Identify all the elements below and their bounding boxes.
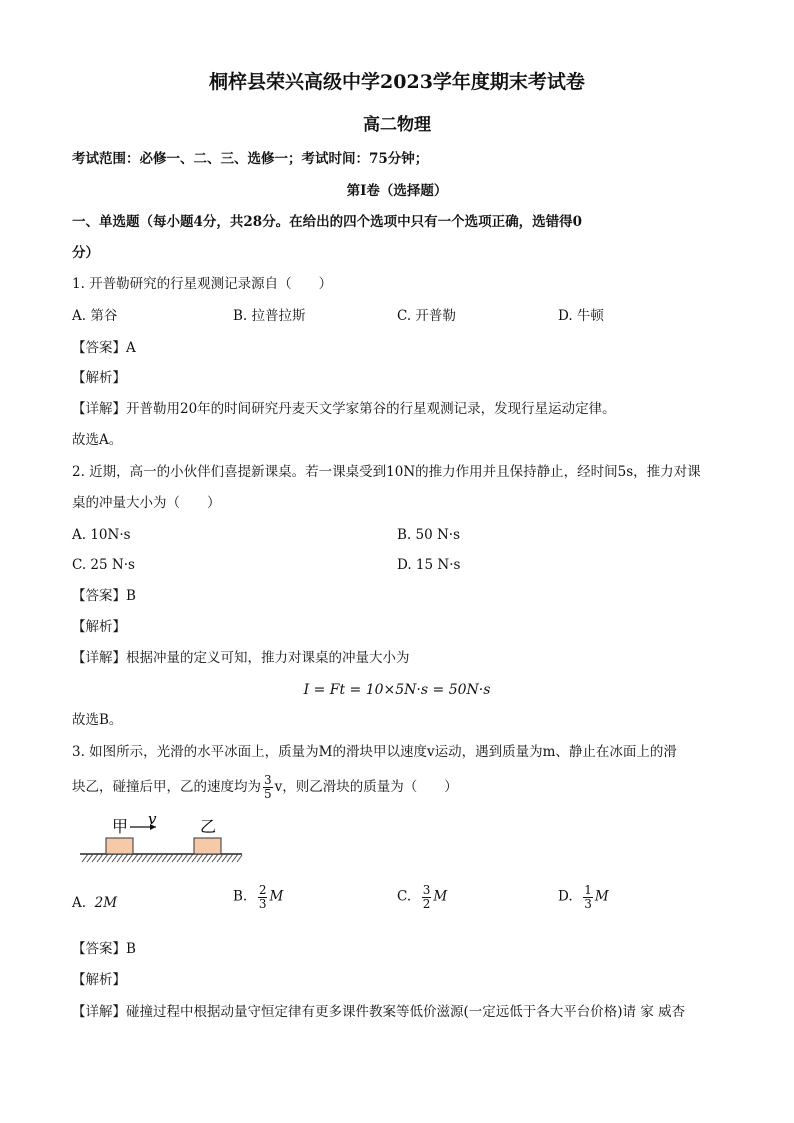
q3-option-d (558, 884, 609, 910)
ice-surface-hatch (82, 854, 242, 862)
q2-option-d: D. 15 N·s (397, 557, 461, 573)
block-jia-label: 甲 (112, 817, 129, 836)
q3-stem-line2-start: 块乙，碰撞后甲，乙的速度均为 (72, 779, 261, 795)
q1-analysis: 【解析】 (72, 370, 126, 386)
volume-heading: 第I卷（选择题） (346, 183, 448, 199)
velocity-label: v (148, 812, 157, 828)
q1-option-c: C. 开普勒 (397, 308, 456, 324)
q3-option-b (233, 884, 283, 910)
exam-info: 考试范围：必修一、二、三、选修一；考试时间：75分钟； (72, 151, 429, 167)
q3-option-d-num: 1 (584, 883, 592, 897)
q1-option-a: A. 第谷 (72, 308, 118, 324)
q3-option-a-text: 2M (94, 895, 118, 911)
q2-analysis: 【解析】 (72, 619, 126, 635)
block-yi (194, 838, 221, 854)
q2-conclusion: 故选B。 (72, 712, 123, 728)
section-heading-line2: 分） (72, 245, 99, 261)
q3-option-d-label: D. (558, 888, 573, 905)
q3-figure (76, 812, 246, 870)
q2-option-a: A. 10N·s (72, 527, 131, 543)
q3-option-d-var: M (594, 888, 609, 905)
q2-option-c: C. 25 N·s (72, 557, 135, 573)
q3-detail: 【详解】碰撞过程中根据动量守恒定律有更多课件教案等低价滋源(一定远低于各大平台价格)请 家 威杏 (72, 1004, 686, 1020)
q2-option-b: B. 50 N·s (397, 527, 461, 543)
q3-stem-frac-num: 3 (264, 773, 272, 788)
q3-option-b-label: B. (233, 888, 248, 905)
q2-detail: 【详解】根据冲量的定义可知，推力对课桌的冲量大小为 (72, 650, 410, 666)
q3-answer: 【答案】B (72, 941, 136, 957)
q1-option-d: D. 牛顿 (558, 308, 604, 324)
q3-stem-fraction (263, 774, 273, 800)
page-title: 桐梓县荣兴高级中学2023学年度期末考试卷 (209, 71, 585, 93)
section-heading-line1: 一、单选题（每小题4分，共28分。在给出的四个选项中只有一个选项正确，选错得0 (72, 214, 583, 230)
block-jia (106, 838, 133, 854)
q3-option-b-var: M (269, 888, 284, 905)
q2-stem-line2: 桌的冲量大小为（ ） (72, 495, 221, 511)
block-yi-label: 乙 (200, 817, 217, 836)
q2-formula: I = Ft = 10×5N·s = 50N·s (303, 682, 491, 698)
q3-option-c-num: 3 (422, 883, 431, 897)
q3-option-d-fraction (583, 884, 593, 910)
q3-option-a (72, 897, 117, 911)
q3-option-c-var: M (433, 888, 448, 905)
q1-option-b: B. 拉普拉斯 (233, 308, 306, 324)
q2-answer: 【答案】B (72, 588, 136, 604)
q1-detail: 【详解】开普勒用20年的时间研究丹麦天文学家第谷的行星观测记录，发现行星运动定律。 (72, 401, 616, 417)
q3-stem-line2-end: v，则乙滑块的质量为（ ） (274, 779, 458, 795)
q3-option-b-fraction (258, 884, 268, 910)
q3-option-a-label: A. (72, 895, 87, 911)
q3-stem-line2 (72, 772, 458, 802)
q3-option-c-den: 2 (422, 896, 431, 911)
q3-stem-frac-den: 5 (264, 787, 272, 801)
q3-option-c (397, 884, 447, 910)
q3-analysis: 【解析】 (72, 972, 126, 988)
q3-option-c-label: C. (397, 888, 412, 905)
q3-option-d-den: 3 (584, 896, 592, 911)
q1-conclusion: 故选A。 (72, 432, 123, 448)
q1-answer: 【答案】A (72, 340, 136, 356)
q2-stem-line1: 2. 近期，高一的小伙伴们喜提新课桌。若一课桌受到10N的推力作用并且保持静止，经时间5s，推力对课 (72, 464, 701, 480)
q3-option-b-den: 3 (258, 896, 267, 911)
q3-option-b-num: 2 (258, 883, 267, 897)
q3-stem-line1: 3. 如图所示，光滑的水平冰面上，质量为M的滑块甲以速度v运动，遇到质量为m、静止在冰面上的滑 (72, 744, 677, 760)
q3-option-c-fraction (422, 884, 432, 910)
q1-stem: 1. 开普勒研究的行星观测记录源自（ ） (72, 276, 333, 292)
subject-title: 高二物理 (363, 115, 431, 135)
